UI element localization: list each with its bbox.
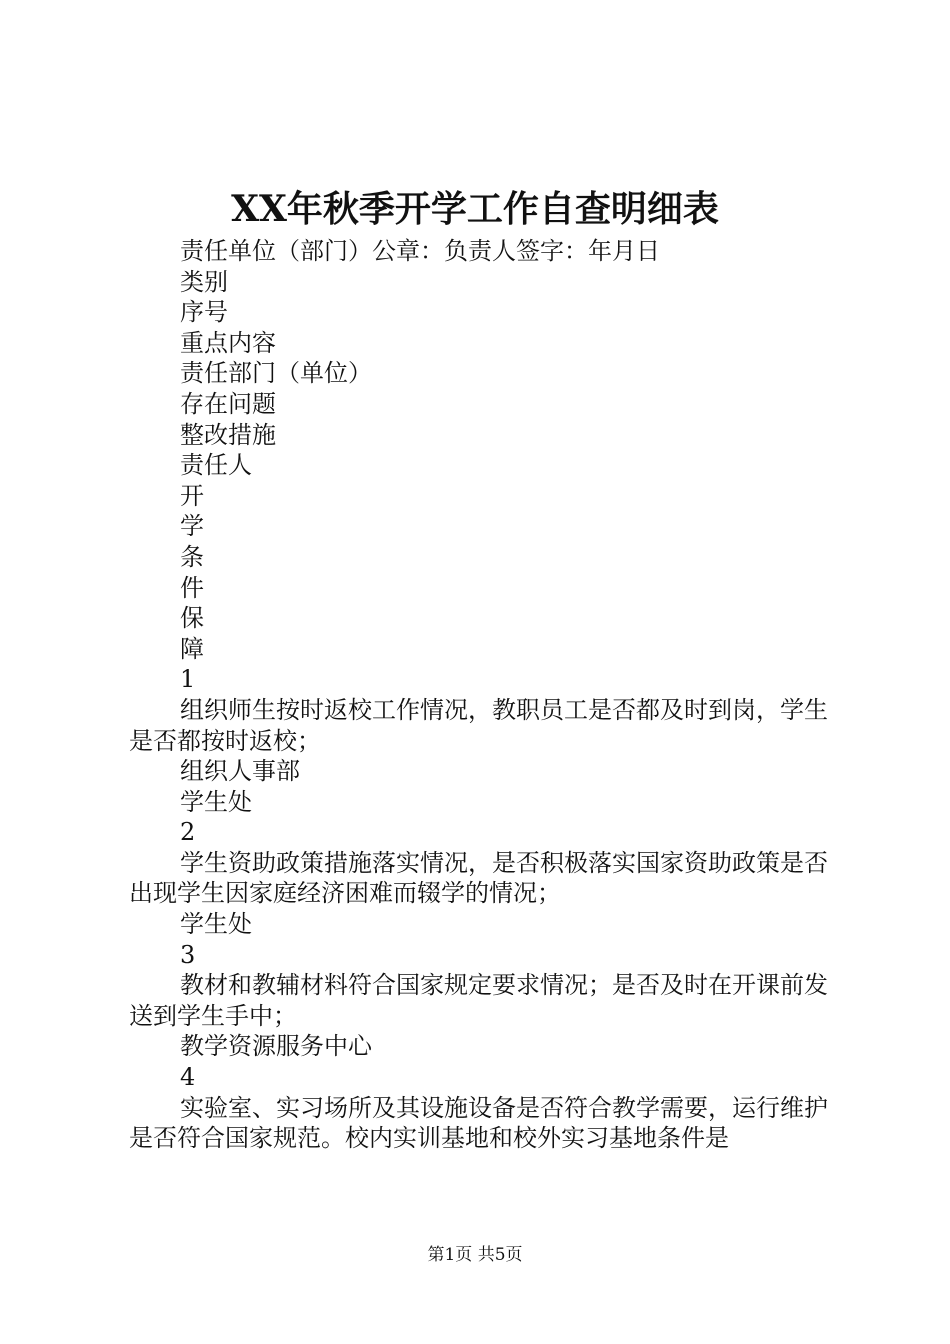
paragraph: 类别 bbox=[180, 267, 228, 296]
paragraph: 实验室、实习场所及其设施设备是否符合教学需要，运行维护是否符合国家规范。校内实训基地和校外实习基地条件是 bbox=[129, 1093, 828, 1153]
paragraph: 序号 bbox=[180, 298, 228, 327]
document-body bbox=[129, 236, 834, 1154]
paragraph: 障 bbox=[180, 634, 204, 663]
paragraph: 教学资源服务中心 bbox=[180, 1032, 372, 1061]
paragraph: 学 bbox=[180, 512, 204, 541]
page-footer: 第1页 共5页 bbox=[427, 1245, 523, 1265]
paragraph: 条 bbox=[180, 542, 204, 571]
paragraph: 重点内容 bbox=[180, 328, 276, 357]
paragraph: 学生资助政策措施落实情况，是否积极落实国家资助政策是否出现学生因家庭经济困难而辍学的情况； bbox=[129, 848, 828, 908]
paragraph: 学生处 bbox=[180, 787, 252, 816]
paragraph: 1 bbox=[180, 665, 196, 694]
paragraph: 件 bbox=[180, 573, 204, 602]
paragraph: 责任单位（部门）公章：负责人签字：年月日 bbox=[180, 237, 660, 265]
paragraph: 2 bbox=[180, 818, 196, 847]
paragraph: 组织师生按时返校工作情况，教职员工是否都及时到岗，学生是否都按时返校； bbox=[129, 695, 828, 755]
paragraph: 责任人 bbox=[180, 451, 252, 480]
paragraph: 责任部门（单位） bbox=[180, 359, 372, 388]
paragraph: 存在问题 bbox=[180, 389, 276, 418]
paragraph: 教材和教辅材料符合国家规定要求情况；是否及时在开课前发送到学生手中； bbox=[129, 971, 828, 1030]
paragraph: 3 bbox=[180, 940, 196, 969]
document-title: XX年秋季开学工作自查明细表 bbox=[231, 188, 719, 230]
paragraph: 4 bbox=[180, 1063, 196, 1092]
paragraph: 开 bbox=[180, 481, 204, 510]
paragraph: 学生处 bbox=[180, 910, 252, 939]
paragraph: 整改措施 bbox=[180, 420, 276, 449]
paragraph: 保 bbox=[180, 604, 204, 633]
paragraph: 组织人事部 bbox=[180, 757, 300, 786]
